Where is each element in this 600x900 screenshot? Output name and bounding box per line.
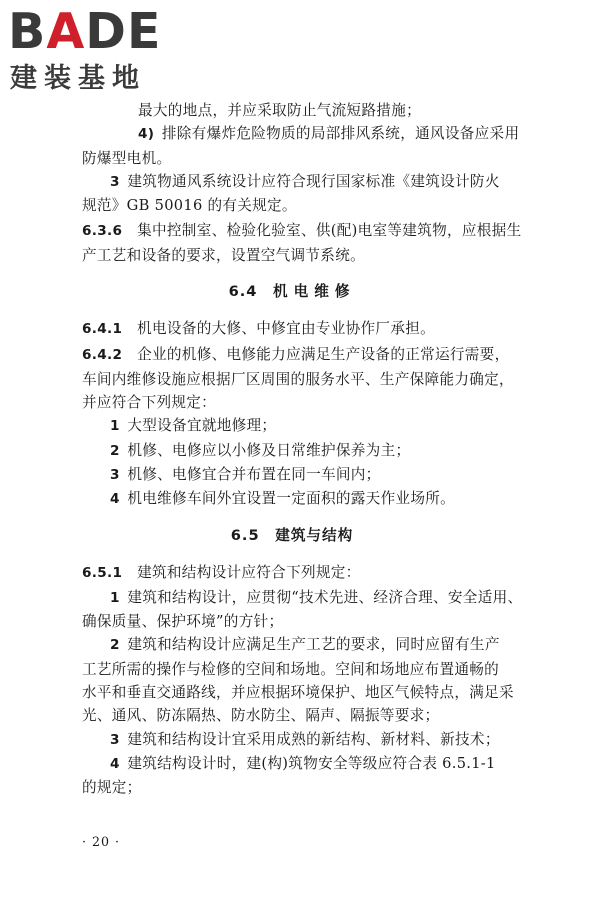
logo-letters-de: DE [85,3,162,60]
list-item [82,728,502,752]
list-item [82,586,523,634]
item-number: 3 [110,466,120,483]
line-text: 规范》GB 50016 的有关规定。 [82,197,297,215]
item-number: 4) [138,126,155,143]
clause-number: 6.5.1 [82,565,123,582]
text-line [82,343,510,367]
line-text: 工艺所需的操作与检修的空间和场地。空间和场地应布置通畅的 [82,660,500,678]
text-line [82,122,520,146]
line-text: 排除有爆炸危险物质的局部排风系统，通风设备应采用 [161,125,520,143]
text-line [82,414,502,438]
line-text: 水平和垂直交通路线，并应根据环境保护、地区气候特点，满足采 [82,683,514,701]
logo-letters-b: B [8,3,47,60]
item-number: 4 [110,491,120,508]
text-line [82,368,514,391]
logo-letter-a-accent: A [46,3,86,60]
line-text: 机电维修车间外宜设置一定面积的露天作业场所。 [127,490,456,508]
text-line [82,561,502,585]
section-number: 6.5 [230,527,260,545]
line-text: 建筑结构设计时，建(构)筑物安全等级应符合表 6.5.1-1 [127,754,496,772]
text-line [82,681,514,704]
line-text: 产工艺和设备的要求，设置空气调节系统。 [82,246,365,264]
item-number: 2 [110,442,120,459]
text-line [82,170,502,194]
list-item [82,752,502,800]
item-number: 3 [110,731,120,748]
section-title-text: 建筑与结构 [275,527,354,545]
item-number: 4 [110,755,120,772]
clause-block [82,561,502,585]
section-number: 6.4 [228,283,258,301]
item-number: 2 [110,637,120,654]
clause-block [82,219,522,267]
section-heading [82,280,502,304]
item-number: 1 [110,589,120,606]
text-line [82,147,502,170]
section-title-text: 机电维修 [273,283,356,301]
clause-number: 6.4.2 [82,347,123,364]
item-number: 3 [110,173,120,190]
page-number: · 20 · [82,834,121,849]
line-text: 确保质量、保护环境”的方针； [82,613,284,631]
text-line [82,752,502,776]
line-text: 建筑和结构设计宜采用成熟的新结构、新材料、新技术； [127,730,500,748]
line-text: 集中控制室、检验化验室、供(配)电室等建筑物，应根据生 [137,222,522,240]
text-line [82,463,502,487]
text-line [82,610,502,633]
bade-logo [8,3,183,102]
line-text: 机电设备的大修、中修宜由专业协作厂承担。 [137,320,436,338]
list-item [82,414,502,438]
line-text: 建筑和结构设计，应贯彻“技术先进、经济合理、安全适用、 [127,588,523,606]
line-text: 建筑和结构设计应满足生产工艺的要求，同时应留有生产 [127,636,500,654]
list-item [82,170,502,218]
line-text: 并应符合下列规定： [82,393,217,411]
list-item [82,463,502,487]
line-text: 车间内维修设施应根据厂区周围的服务水平、生产保障能力确定， [82,370,514,388]
item-number: 1 [110,418,120,435]
list-item [82,487,502,511]
text-line [82,704,502,727]
line-text: 防爆型电机。 [82,149,172,167]
text-line [82,439,502,463]
text-line [82,728,502,752]
line-text: 建筑和结构设计应符合下列规定： [137,564,361,582]
logo-subtitle: 建装基地 [10,63,146,94]
text-line [82,99,502,122]
clause-block [82,317,502,341]
document-body [82,99,523,799]
clause-number: 6.4.1 [82,321,123,338]
list-item [82,633,514,727]
line-text: 大型设备宜就地修理； [127,417,277,435]
text-line [82,776,502,799]
clause-number: 6.3.6 [82,223,123,240]
line-text: 建筑物通风系统设计应符合现行国家标准《建筑设计防火 [127,172,500,190]
line-text: 光、通风、防冻隔热、防水防尘、隔声、隔振等要求； [82,707,440,725]
line-text: 机修、电修应以小修及日常维护保养为主； [127,441,411,459]
text-line [82,586,523,610]
line-text: 机修、电修宜合并布置在同一车间内； [127,465,381,483]
list-item [82,439,502,463]
line-text: 的规定； [82,779,142,797]
logo-wordmark [8,3,183,60]
list-item [82,99,502,122]
clause-block [82,343,514,414]
text-line [82,317,502,341]
text-line [82,487,502,511]
section-heading [82,524,502,548]
text-line [82,633,502,657]
text-line [82,219,522,243]
text-line [82,194,502,217]
text-line [82,244,502,267]
text-line [82,658,502,681]
line-text: 企业的机修、电修能力应满足生产设备的正常运行需要， [137,346,510,364]
list-item [82,122,520,170]
text-line [82,391,502,414]
line-text: 最大的地点，并应采取防止气流短路措施； [138,102,421,119]
